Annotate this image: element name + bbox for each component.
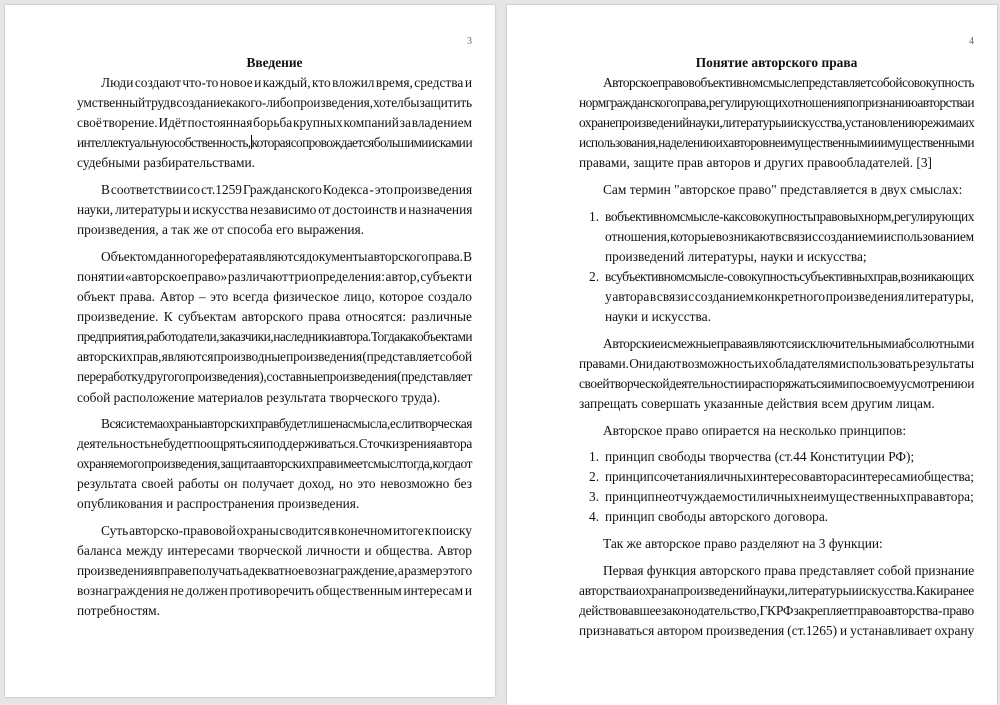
text-line: своё творение. Идёт постоянная борьба крупных компаний за владением	[77, 115, 472, 131]
paragraph	[579, 73, 974, 173]
paragraph	[579, 421, 974, 441]
page-number: 3	[467, 36, 472, 47]
text-line: собой расположение материалов результата творческого труда).	[77, 389, 441, 405]
text-line: произведения, а так же от способа его выражения.	[77, 222, 364, 238]
text-line: потребностям.	[77, 603, 160, 619]
text-line: интеллектуальную собственность,которая сопровождается большими исками и	[77, 135, 472, 151]
list-number: 3.	[589, 489, 600, 505]
text-line: результата своей работы он получает доход, но это невозможно без	[77, 476, 472, 492]
list-number: 1.	[589, 208, 600, 224]
page-content[interactable]	[579, 53, 974, 648]
text-line: Сам термин "авторское право" представляется в двух смыслах:	[603, 182, 963, 198]
text-line: опубликования и распространения произведения.	[77, 496, 360, 512]
text-line: переработку другого произведения), составные произведения (представляет	[77, 369, 472, 385]
text-line: принцип сочетания личных интересов автора с интересами общества;	[605, 469, 974, 485]
paragraph	[77, 180, 472, 240]
text-line: принцип свободы творчества (ст.44 Конституции РФ);	[605, 449, 915, 465]
text-line: норм гражданского права, регулирующих отношения по признанию авторства и	[579, 95, 974, 111]
list-number: 2.	[589, 268, 600, 284]
paragraph	[77, 414, 472, 514]
text-line: признаваться автором произведения (ст.1265) и устанавливает охрану	[579, 622, 975, 638]
text-line: Так же авторское право разделяют на 3 функции:	[603, 536, 883, 552]
text-line: охране произведений науки, литературы и искусства, установлению режима их	[579, 115, 975, 131]
text-line: запрещать совершать указанные действия всем другим лицам.	[579, 396, 935, 411]
list-item	[579, 467, 974, 487]
text-line: Авторские и смежные права являются исключительными абсолютными	[603, 335, 974, 351]
text-line: принцип свободы авторского договора.	[605, 509, 829, 525]
text-line: у автора в связи с созданием конкретного произведения литературы,	[605, 289, 974, 305]
text-line: использования, наделению их авторов неимущественными и имущественными	[579, 135, 974, 151]
list-item	[579, 207, 974, 267]
text-line: умственный труд в создание какого-либо произведения, хотел бы защитить	[77, 95, 472, 111]
list-number: 2.	[589, 469, 600, 485]
list-number: 1.	[589, 449, 600, 465]
heading: Понятие авторского права	[695, 55, 858, 70]
text-line: своей творческой деятельности и распоряжаться ими по своему усмотрению и	[579, 375, 974, 391]
text-line: понятии «авторское право» различают три определения: автор, субъект и	[77, 268, 472, 284]
page-number: 4	[969, 36, 974, 47]
text-line: правами. Они дают возможность их обладателям использовать результаты	[579, 355, 974, 371]
text-line: произведений литературы, науки и искусства;	[605, 248, 867, 264]
text-line: охраняемого произведения, защита авторских прав имеет смысл тогда, когда от	[77, 456, 472, 472]
list-number: 4.	[589, 509, 600, 525]
text-line: Авторское право в объективном смысле представляет собой совокупность	[603, 75, 974, 91]
text-line: Суть авторско-правовой охраны сводится в конечном итоге к поиску	[101, 523, 472, 539]
text-line: авторства и охрана произведений науки, литературы и искусства. Как и ранее	[579, 582, 974, 598]
heading: Введение	[246, 55, 303, 70]
text-line: принцип неотчуждаемости личных неимущественных прав автора;	[605, 489, 974, 505]
text-line: отношения, которые возникают в связи с созданием и использованием	[605, 228, 974, 244]
paragraph	[579, 334, 974, 414]
document-page-3	[5, 5, 495, 697]
text-line: судебными разбирательствами.	[77, 155, 255, 171]
numbered-list	[579, 207, 974, 328]
page-content[interactable]	[77, 53, 472, 628]
text-line: в субъективном смысле - совокупность субъективных прав, возникающих	[605, 268, 974, 284]
text-line: действовавшее законодательство, ГК РФ закрепляет право авторства - право	[579, 602, 974, 618]
list-item	[579, 487, 974, 507]
numbered-list	[579, 447, 974, 527]
text-line: произведение. К субъектам авторского права относятся: различные	[77, 309, 472, 325]
paragraph	[579, 534, 974, 554]
text-line: науки и искусства.	[605, 309, 711, 325]
text-line: правами, защите прав авторов и других правообладателей. [3]	[579, 155, 933, 171]
list-item	[579, 267, 974, 327]
paragraph	[77, 247, 472, 408]
text-line: вознаграждения не должен противоречить общественным интересам и	[77, 583, 472, 599]
text-line: Авторское право опирается на несколько принципов:	[603, 422, 907, 438]
text-line: произведения вправе получать адекватное вознаграждение, а размер этого	[77, 563, 472, 579]
paragraph	[579, 180, 974, 200]
text-line: деятельность не будет поощряться и поддерживаться. С точки зрения автора	[77, 436, 473, 452]
text-cursor	[251, 135, 252, 149]
list-item	[579, 447, 974, 467]
text-line: науки, литературы и искусства независимо от достоинств и назначения	[77, 202, 473, 218]
paragraph	[579, 561, 974, 641]
text-line: Объектом данного реферата являются документы авторского права. В	[101, 248, 472, 264]
text-line: Люди создают что-то новое и каждый, кто вложил время, средства и	[101, 75, 472, 91]
text-line: предприятия, работодатели, заказчики, наследники автора. Тогда как объектами	[77, 329, 472, 345]
list-item	[579, 507, 974, 527]
text-line: авторских прав, являются производные произведения (представляет собой	[77, 349, 472, 365]
text-line: Первая функция авторского права представляет собой признание	[603, 562, 975, 578]
text-line: баланса между интересами творческой личности и общества. Автор	[77, 543, 472, 559]
paragraph	[77, 73, 472, 173]
text-line: объект права. Автор – это всегда физическое лицо, которое создало	[77, 289, 472, 305]
paragraph	[77, 521, 472, 621]
text-line: в объективном смысле - как совокупность правовых норм, регулирующих	[605, 208, 974, 224]
document-page-4	[507, 5, 997, 705]
text-line: Вся система охраны авторских прав будет лишена смысла, если творческая	[101, 416, 473, 432]
text-line: В соответствии со ст.1259 Гражданского Кодекса - это произведения	[101, 182, 473, 198]
